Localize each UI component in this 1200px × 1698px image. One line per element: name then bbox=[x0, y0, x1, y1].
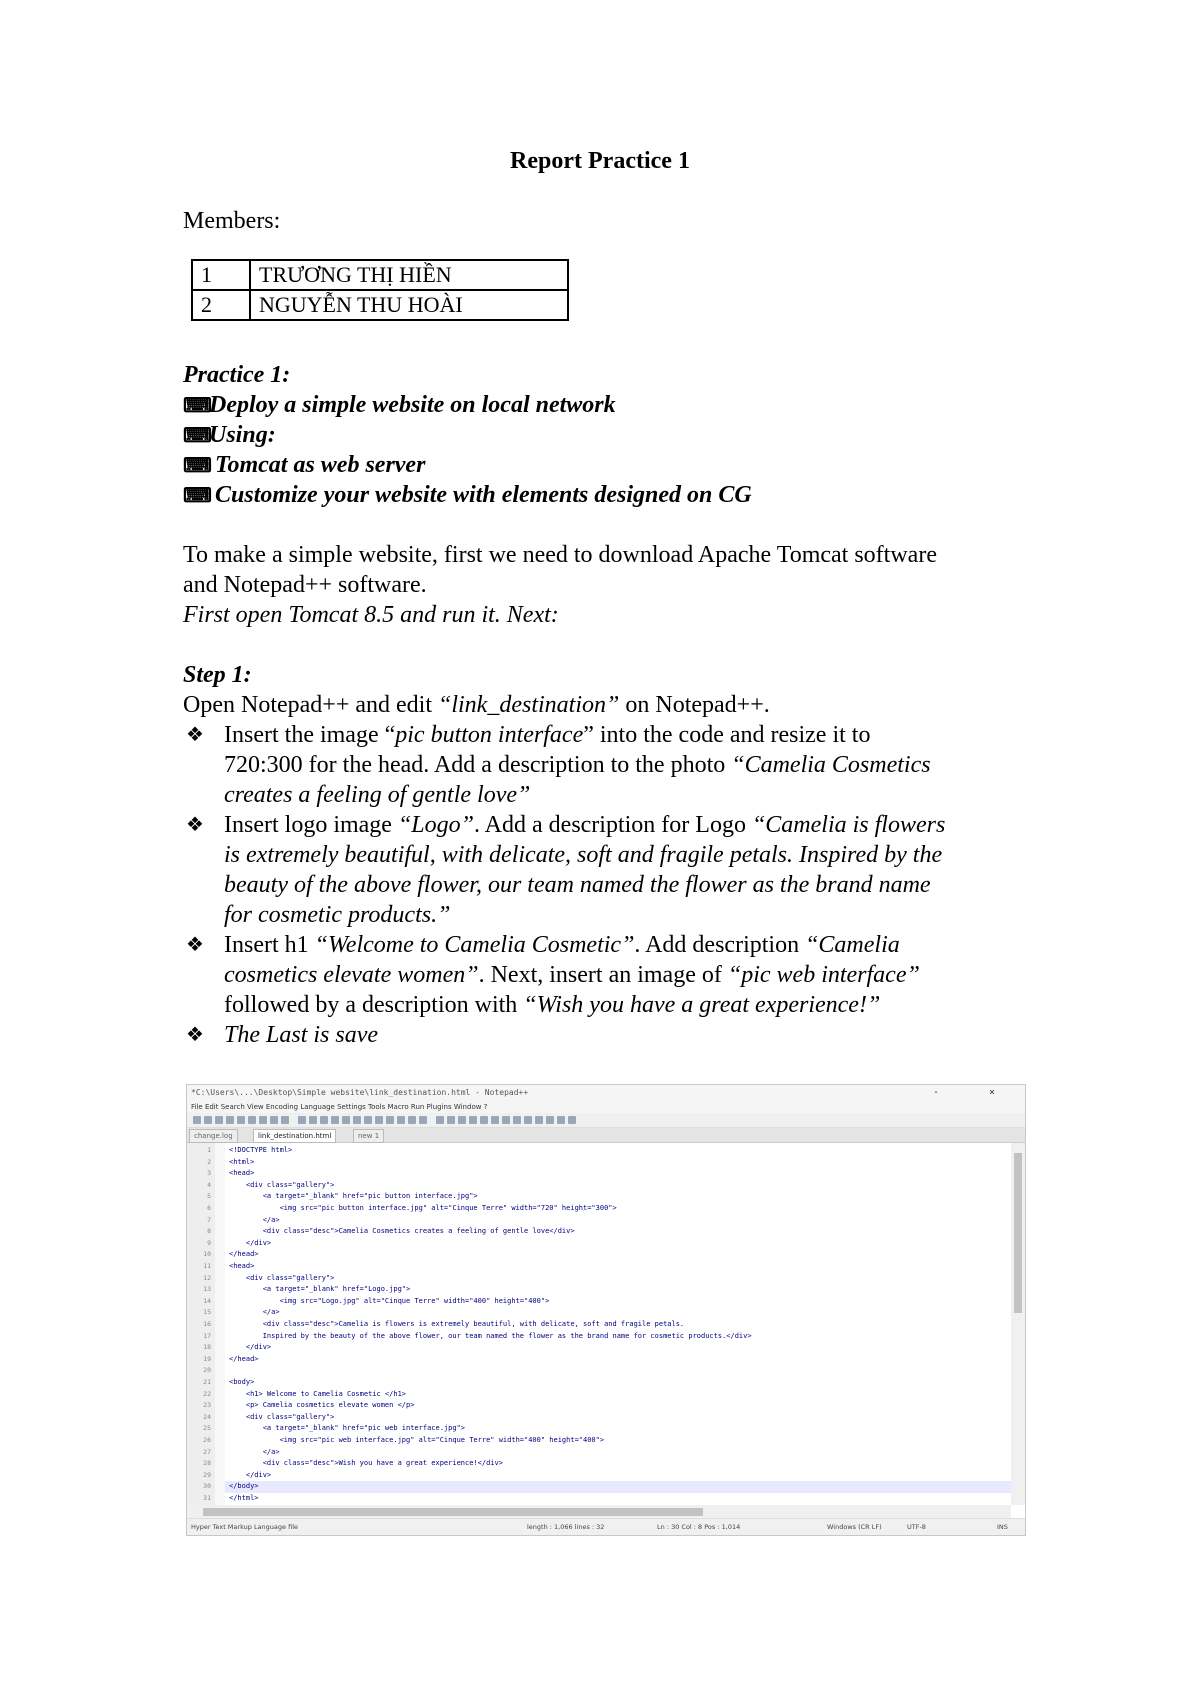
code-line bbox=[187, 1423, 1011, 1435]
code-text: </a> bbox=[229, 1308, 280, 1317]
line-number: 15 bbox=[203, 1308, 211, 1317]
toolbar bbox=[187, 1113, 1025, 1128]
code-line bbox=[187, 1377, 1011, 1389]
toolbar-button[interactable] bbox=[491, 1116, 499, 1124]
line-number: 29 bbox=[203, 1470, 211, 1479]
line-number: 3 bbox=[207, 1169, 211, 1178]
code-line bbox=[187, 1215, 1011, 1227]
line-number: 21 bbox=[203, 1378, 211, 1386]
members-label: Members: bbox=[183, 208, 281, 234]
bullet-line: for cosmetic products.” bbox=[224, 902, 451, 928]
diamond-bullet-icon: ❖ bbox=[186, 724, 204, 746]
status-bar bbox=[187, 1518, 1025, 1535]
status-encoding: UTF-8 bbox=[907, 1523, 926, 1531]
code-line bbox=[187, 1412, 1011, 1424]
code-text: <div class="gallery"> bbox=[229, 1180, 335, 1189]
intro-line: and Notepad++ software. bbox=[183, 572, 427, 598]
line-number: 8 bbox=[207, 1227, 211, 1236]
bullet-line: followed by a description with “Wish you have a great experience!” bbox=[224, 992, 881, 1018]
code-text: <a target="_blank" href="pic web interface.jpg"> bbox=[229, 1424, 466, 1433]
toolbar-button[interactable] bbox=[270, 1116, 278, 1124]
code-line bbox=[187, 1226, 1011, 1238]
practice-item: ⌨Deploy a simple website on local network bbox=[183, 390, 616, 421]
line-number: 26 bbox=[203, 1436, 211, 1444]
code-text: <div class="gallery"> bbox=[229, 1412, 335, 1421]
status-mode: INS bbox=[997, 1523, 1008, 1531]
code-line bbox=[187, 1331, 1011, 1343]
line-number: 19 bbox=[203, 1354, 211, 1363]
code-text: </a> bbox=[229, 1215, 280, 1224]
status-length: length : 1,066 lines : 32 bbox=[527, 1523, 605, 1531]
code-text: <head> bbox=[229, 1169, 255, 1178]
code-text: <img src="pic button interface.jpg" alt="Cinque Terre" width="720" height="300"> bbox=[229, 1204, 617, 1212]
code-line bbox=[187, 1307, 1011, 1319]
toolbar-button[interactable] bbox=[215, 1116, 223, 1124]
line-number: 7 bbox=[207, 1215, 211, 1224]
code-editor[interactable] bbox=[187, 1143, 1011, 1505]
code-text: </head> bbox=[229, 1354, 259, 1363]
code-line bbox=[187, 1458, 1011, 1470]
toolbar-button[interactable] bbox=[568, 1116, 576, 1124]
line-number: 14 bbox=[203, 1296, 211, 1305]
code-line bbox=[187, 1389, 1011, 1401]
member-number: 2 bbox=[192, 290, 250, 320]
toolbar-button[interactable] bbox=[502, 1116, 510, 1124]
toolbar-button[interactable] bbox=[248, 1116, 256, 1124]
code-text: </div> bbox=[229, 1470, 272, 1479]
line-number: 27 bbox=[203, 1447, 211, 1456]
toolbar-button[interactable] bbox=[353, 1116, 361, 1124]
line-number: 24 bbox=[203, 1412, 211, 1421]
toolbar-button[interactable] bbox=[436, 1116, 444, 1124]
toolbar-button[interactable] bbox=[419, 1116, 427, 1124]
toolbar-button[interactable] bbox=[331, 1116, 339, 1124]
toolbar-button[interactable] bbox=[320, 1116, 328, 1124]
code-text: <!DOCTYPE html> bbox=[229, 1146, 293, 1154]
code-text: </body> bbox=[229, 1482, 259, 1491]
page-title: Report Practice 1 bbox=[510, 148, 690, 174]
step-open-line: Open Notepad++ and edit “link_destination” on Notepad++. bbox=[183, 692, 770, 718]
code-text: <img src="Logo.jpg" alt="Cinque Terre" width="400" height="400"> bbox=[229, 1296, 550, 1305]
line-number: 1 bbox=[207, 1146, 211, 1154]
toolbar-button[interactable] bbox=[480, 1116, 488, 1124]
practice-item: ⌨ Customize your website with elements designed on CG bbox=[183, 480, 752, 511]
status-file-type: Hyper Text Markup Language file bbox=[191, 1523, 298, 1531]
line-number: 31 bbox=[203, 1494, 211, 1502]
code-line bbox=[187, 1470, 1011, 1482]
toolbar-button[interactable] bbox=[524, 1116, 532, 1124]
toolbar-button[interactable] bbox=[237, 1116, 245, 1124]
tab-new-1[interactable]: new 1 bbox=[353, 1129, 384, 1143]
code-text: <a target="_blank" href="pic button interface.jpg"> bbox=[229, 1192, 478, 1201]
code-text: </html> bbox=[229, 1494, 259, 1502]
line-number: 5 bbox=[207, 1192, 211, 1201]
toolbar-button[interactable] bbox=[469, 1116, 477, 1124]
bullet-line: is extremely beautiful, with delicate, soft and fragile petals. Inspired by the bbox=[224, 842, 943, 868]
scroll-thumb[interactable] bbox=[203, 1508, 703, 1516]
bullet-line: Insert logo image “Logo”. Add a description for Logo “Camelia is flowers bbox=[224, 812, 946, 838]
code-text: <div class="desc">Camelia Cosmetics creates a feeling of gentle love</div> bbox=[229, 1227, 575, 1236]
toolbar-button[interactable] bbox=[193, 1116, 201, 1124]
intro-line: First open Tomcat 8.5 and run it. Next: bbox=[183, 602, 559, 628]
table-row bbox=[192, 290, 568, 320]
code-line bbox=[187, 1168, 1011, 1180]
code-line bbox=[187, 1157, 1011, 1169]
member-number: 1 bbox=[192, 260, 250, 290]
tab-link-destination[interactable]: link_destination.html bbox=[253, 1129, 336, 1143]
bullet-line: Insert h1 “Welcome to Camelia Cosmetic”. Add description “Camelia bbox=[224, 932, 900, 958]
menu-bar[interactable]: File Edit Search View Encoding Language Settings Tools Macro Run Plugins Window ? bbox=[187, 1101, 1025, 1113]
code-line bbox=[187, 1447, 1011, 1459]
diamond-bullet-icon: ❖ bbox=[186, 814, 204, 836]
code-line bbox=[187, 1493, 1011, 1505]
toolbar-button[interactable] bbox=[447, 1116, 455, 1124]
window-titlebar bbox=[187, 1085, 1025, 1101]
table-row bbox=[192, 260, 568, 290]
toolbar-button[interactable] bbox=[513, 1116, 521, 1124]
status-position: Ln : 30 Col : 8 Pos : 1,014 bbox=[657, 1523, 741, 1531]
toolbar-button[interactable] bbox=[309, 1116, 317, 1124]
line-number: 28 bbox=[203, 1459, 211, 1468]
tab-bar bbox=[187, 1128, 1025, 1143]
diamond-bullet-icon: ❖ bbox=[186, 934, 204, 956]
toolbar-button[interactable] bbox=[364, 1116, 372, 1124]
toolbar-button[interactable] bbox=[557, 1116, 565, 1124]
toolbar-button[interactable] bbox=[408, 1116, 416, 1124]
bullet-line: beauty of the above flower, our team named the flower as the brand name bbox=[224, 872, 931, 898]
member-name: TRƯƠNG THỊ HIỀN bbox=[250, 260, 568, 290]
code-text: <h1> Welcome to Camelia Cosmetic </h1> bbox=[229, 1389, 407, 1398]
code-text: <html> bbox=[229, 1157, 255, 1166]
line-number: 22 bbox=[203, 1389, 211, 1398]
code-line bbox=[187, 1296, 1011, 1308]
code-text: <div class="desc">Camelia is flowers is extremely beautiful, with delicate, soft and fragile petals. bbox=[229, 1320, 685, 1328]
line-number: 20 bbox=[203, 1366, 211, 1375]
bullet-line: 720:300 for the head. Add a description to the photo “Camelia Cosmetics bbox=[224, 752, 931, 778]
window-controls[interactable]: - × bbox=[932, 1087, 1017, 1098]
line-number: 16 bbox=[203, 1320, 211, 1328]
code-line bbox=[187, 1238, 1011, 1250]
practice-item: ⌨Using: bbox=[183, 420, 276, 451]
keyboard-icon: ⌨ bbox=[183, 425, 212, 447]
bullet-line: The Last is save bbox=[224, 1022, 379, 1048]
code-line bbox=[187, 1191, 1011, 1203]
toolbar-button[interactable] bbox=[281, 1116, 289, 1124]
code-text: <p> Camelia cosmetics elevate women </p> bbox=[229, 1401, 415, 1410]
member-name: NGUYỄN THU HOÀI bbox=[250, 290, 568, 320]
intro-line: To make a simple website, first we need to download Apache Tomcat software bbox=[183, 542, 937, 568]
line-number: 17 bbox=[203, 1331, 211, 1340]
code-text: <img src="pic web interface.jpg" alt="Cinque Terre" width="400" height="400"> bbox=[229, 1436, 605, 1444]
line-number: 13 bbox=[203, 1285, 211, 1294]
code-line bbox=[187, 1145, 1011, 1157]
code-text: <a target="_blank" href="Logo.jpg"> bbox=[229, 1285, 411, 1294]
toolbar-button[interactable] bbox=[458, 1116, 466, 1124]
code-line bbox=[187, 1203, 1011, 1215]
line-number: 18 bbox=[203, 1343, 211, 1352]
code-text: <div class="desc">Wish you have a great experience!</div> bbox=[229, 1459, 503, 1468]
line-number: 10 bbox=[203, 1250, 211, 1259]
toolbar-button[interactable] bbox=[375, 1116, 383, 1124]
code-line bbox=[187, 1435, 1011, 1447]
code-line bbox=[187, 1342, 1011, 1354]
code-text: </div> bbox=[229, 1343, 272, 1352]
code-text: </head> bbox=[229, 1250, 259, 1259]
practice-item: ⌨ Tomcat as web server bbox=[183, 450, 425, 481]
code-line bbox=[187, 1354, 1011, 1366]
bullet-line: creates a feeling of gentle love” bbox=[224, 782, 531, 808]
code-line bbox=[187, 1284, 1011, 1296]
step-heading: Step 1: bbox=[183, 662, 252, 688]
practice-heading: Practice 1: bbox=[183, 362, 291, 388]
line-number: 12 bbox=[203, 1273, 211, 1282]
toolbar-button[interactable] bbox=[546, 1116, 554, 1124]
code-text: </a> bbox=[229, 1447, 280, 1456]
window-title: *C:\Users\...\Desktop\Simple website\link_destination.html - Notepad++ bbox=[191, 1088, 529, 1097]
line-number: 9 bbox=[207, 1238, 211, 1247]
code-text: <body> bbox=[229, 1378, 255, 1386]
keyboard-icon: ⌨ bbox=[183, 455, 212, 477]
code-line bbox=[187, 1365, 1011, 1377]
toolbar-button[interactable] bbox=[204, 1116, 212, 1124]
code-text: <div class="gallery"> bbox=[229, 1273, 335, 1282]
toolbar-button[interactable] bbox=[386, 1116, 394, 1124]
toolbar-button[interactable] bbox=[342, 1116, 350, 1124]
code-line bbox=[187, 1249, 1011, 1261]
toolbar-button[interactable] bbox=[259, 1116, 267, 1124]
vertical-scrollbar[interactable] bbox=[1011, 1143, 1025, 1505]
bullet-line: cosmetics elevate women”. Next, insert an image of “pic web interface” bbox=[224, 962, 920, 988]
line-number: 4 bbox=[207, 1180, 211, 1189]
toolbar-button[interactable] bbox=[397, 1116, 405, 1124]
toolbar-button[interactable] bbox=[226, 1116, 234, 1124]
line-number: 6 bbox=[207, 1204, 211, 1212]
keyboard-icon: ⌨ bbox=[183, 485, 212, 507]
code-line bbox=[187, 1481, 1011, 1493]
code-line bbox=[187, 1319, 1011, 1331]
code-text: <head> bbox=[229, 1262, 255, 1270]
line-number: 2 bbox=[207, 1157, 211, 1166]
bullet-line: Insert the image “pic button interface” into the code and resize it to bbox=[224, 722, 871, 748]
status-eol: Windows (CR LF) bbox=[827, 1523, 882, 1531]
line-number: 11 bbox=[203, 1262, 211, 1270]
code-line bbox=[187, 1400, 1011, 1412]
scroll-thumb[interactable] bbox=[1014, 1153, 1022, 1313]
code-line bbox=[187, 1180, 1011, 1192]
notepad-screenshot bbox=[186, 1084, 1026, 1536]
tab-change-log[interactable]: change.log bbox=[189, 1129, 238, 1143]
code-line bbox=[187, 1261, 1011, 1273]
diamond-bullet-icon: ❖ bbox=[186, 1024, 204, 1046]
line-number: 23 bbox=[203, 1401, 211, 1410]
line-number: 25 bbox=[203, 1424, 211, 1433]
toolbar-button[interactable] bbox=[298, 1116, 306, 1124]
toolbar-button[interactable] bbox=[535, 1116, 543, 1124]
members-table bbox=[191, 259, 569, 321]
line-number: 30 bbox=[203, 1482, 211, 1491]
code-text: Inspired by the beauty of the above flower, our team named the flower as the brand name for cosmetic products.</div> bbox=[229, 1331, 752, 1340]
horizontal-scrollbar[interactable] bbox=[187, 1505, 1011, 1519]
code-line bbox=[187, 1273, 1011, 1285]
code-text: </div> bbox=[229, 1238, 272, 1247]
keyboard-icon: ⌨ bbox=[183, 395, 212, 417]
